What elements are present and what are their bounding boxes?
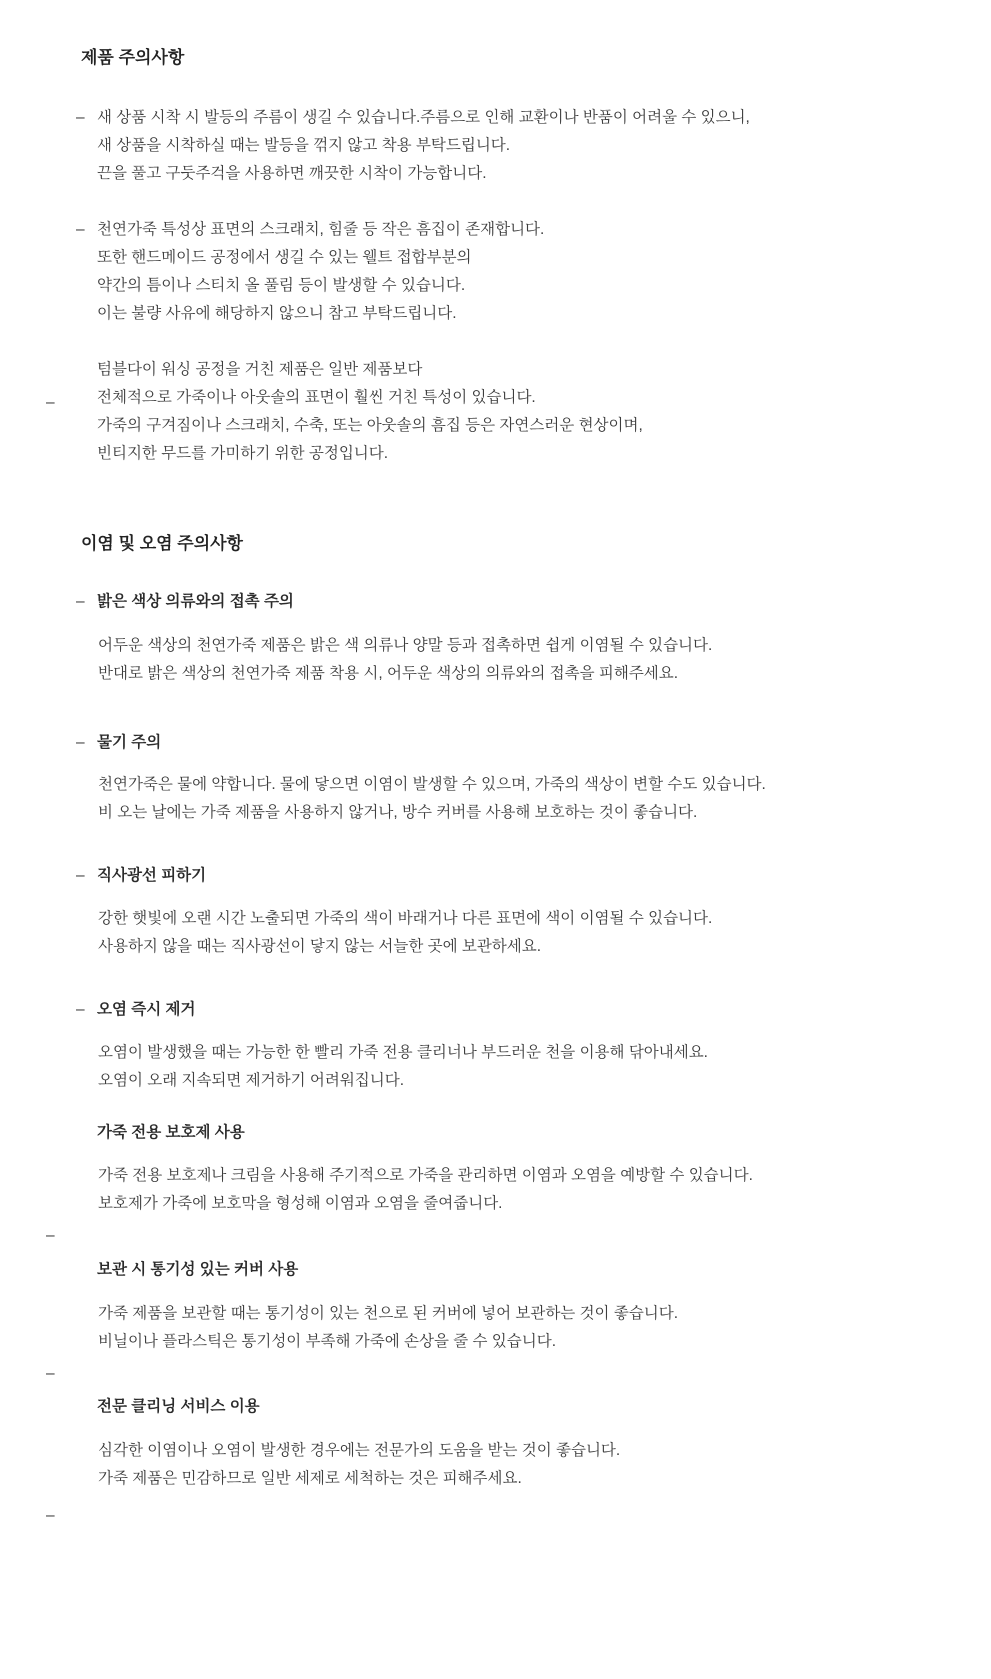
bullet-lines (97, 216, 544, 328)
text-line: 천연가죽은 물에 약합니다. 물에 닿으면 이염이 발생할 수 있으며, 가죽의 색상이 변할 수도 있습니다. (98, 776, 766, 793)
item-body (98, 1437, 620, 1493)
text-line: 새 상품을 시착하실 때는 발등을 꺾지 않고 착용 부탁드립니다. (97, 137, 511, 154)
item-heading-avoid-sunlight (76, 862, 206, 890)
bullet-dash: – (76, 1001, 85, 1018)
text-line: 또한 핸드메이드 공정에서 생길 수 있는 웰트 접합부분의 (97, 249, 472, 266)
item-heading-light-clothing-contact (76, 588, 294, 616)
item-body (98, 1162, 753, 1218)
section-title-product-care: 제품 주의사항 (81, 48, 185, 67)
text-line: 천연가죽 특성상 표면의 스크래치, 힘줄 등 작은 흠집이 존재합니다. (97, 221, 545, 238)
text-line: 심각한 이염이나 오염이 발생한 경우에는 전문가의 도움을 받는 것이 좋습니다. (98, 1442, 621, 1459)
text-line: 강한 햇빛에 오랜 시간 노출되면 가죽의 색이 바래거나 다른 표면에 색이 이염될 수 있습니다. (98, 910, 713, 927)
text-line: 가죽 제품을 보관할 때는 통기성이 있는 천으로 된 커버에 넣어 보관하는 것이 좋습니다. (98, 1305, 679, 1322)
text-line: 반대로 밝은 색상의 천연가죽 제품 착용 시, 어두운 색상의 의류와의 접촉을 피해주세요. (98, 665, 679, 682)
text-line: 새 상품 시착 시 발등의 주름이 생길 수 있습니다.주름으로 인해 교환이나 반품이 어려울 수 있으니, (97, 109, 750, 126)
text-line: 약간의 틈이나 스티치 올 풀림 등이 발생할 수 있습니다. (97, 277, 466, 294)
item-heading-leather-protector (97, 1119, 245, 1147)
item-body (98, 1300, 678, 1356)
text-line: 전체적으로 가죽이나 아웃솔의 표면이 훨씬 거친 특성이 있습니다. (97, 389, 536, 406)
bullet-lines (97, 104, 750, 188)
item-heading-text: 밝은 색상 의류와의 접촉 주의 (97, 593, 294, 610)
margin-dash: – (46, 1507, 55, 1524)
item-heading-text: 오염 즉시 제거 (97, 1001, 196, 1018)
text-line: 비 오는 날에는 가죽 제품을 사용하지 않거나, 방수 커버를 사용해 보호하는 것이 좋습니다. (98, 804, 698, 821)
item-body (98, 1039, 708, 1095)
margin-dash: – (46, 1227, 55, 1244)
text-line: 오염이 발생했을 때는 가능한 한 빨리 가죽 전용 클리너나 부드러운 천을 이용해 닦아내세요. (98, 1044, 708, 1061)
bullet-dash: – (76, 593, 85, 610)
item-heading-text: 직사광선 피하기 (97, 867, 207, 884)
section-title-staining-care: 이염 및 오염 주의사항 (81, 534, 243, 553)
item-heading-text: 보관 시 통기성 있는 커버 사용 (97, 1261, 299, 1278)
margin-dash: – (46, 394, 55, 411)
text-line: 가죽 전용 보호제나 크림을 사용해 주기적으로 가죽을 관리하면 이염과 오염을 예방할 수 있습니다. (98, 1167, 753, 1184)
text-line: 사용하지 않을 때는 직사광선이 닿지 않는 서늘한 곳에 보관하세요. (98, 938, 542, 955)
item-heading-text: 가죽 전용 보호제 사용 (97, 1124, 245, 1141)
text-line: 이는 불량 사유에 해당하지 않으니 참고 부탁드립니다. (97, 305, 457, 322)
text-line: 어두운 색상의 천연가죽 제품은 밝은 색 의류나 양말 등과 접촉하면 쉽게 이염될 수 있습니다. (98, 637, 713, 654)
bullet-dash: – (76, 867, 85, 884)
text-line: 가죽 제품은 민감하므로 일반 세제로 세척하는 것은 피해주세요. (98, 1470, 522, 1487)
bullet-dash: – (76, 221, 85, 238)
care-bullet-new-product-fit (76, 104, 750, 188)
item-heading-immediate-stain-removal (76, 996, 195, 1024)
item-heading-text: 물기 주의 (97, 734, 162, 751)
bullet-dash: – (76, 734, 85, 751)
text-line: 가죽의 구겨짐이나 스크래치, 수축, 또는 아웃솔의 흠집 등은 자연스러운 현상이며, (97, 417, 643, 434)
text-line: 텀블다이 워싱 공정을 거친 제품은 일반 제품보다 (97, 361, 423, 378)
text-line: 끈을 풀고 구둣주걱을 사용하면 깨끗한 시착이 가능합니다. (97, 165, 487, 182)
item-body (98, 905, 712, 961)
item-body (98, 632, 712, 688)
text-line: 보호제가 가죽에 보호막을 형성해 이염과 오염을 줄여줍니다. (98, 1195, 503, 1212)
item-heading-moisture-caution (76, 729, 161, 757)
item-heading-text: 전문 클리닝 서비스 이용 (97, 1398, 260, 1415)
margin-dash: – (46, 1365, 55, 1382)
text-line: 빈티지한 무드를 가미하기 위한 공정입니다. (97, 445, 389, 462)
text-line: 비닐이나 플라스틱은 통기성이 부족해 가죽에 손상을 줄 수 있습니다. (98, 1333, 557, 1350)
text-line: 오염이 오래 지속되면 제거하기 어려워집니다. (98, 1072, 405, 1089)
care-bullet-leather-traits (76, 216, 544, 328)
item-body (98, 771, 766, 827)
care-note-tumble-washing (97, 356, 643, 468)
bullet-dash: – (76, 109, 85, 126)
item-heading-professional-cleaning (97, 1393, 260, 1421)
item-heading-breathable-cover (97, 1256, 298, 1284)
